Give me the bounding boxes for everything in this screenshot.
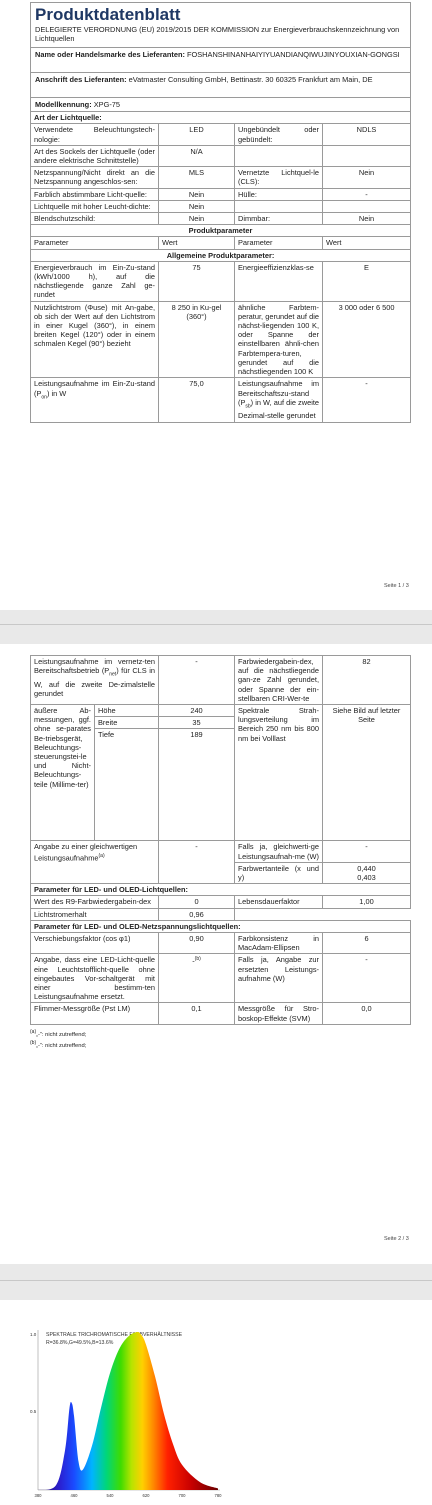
supplier-value: FOSHANSHINANHAIYIYUANDIANQIWUJINYOUXIAN-GONGSI (186, 49, 400, 59)
row-value: N/A (159, 145, 235, 166)
table-row (31, 656, 411, 705)
dimension-name: Breite (95, 717, 159, 729)
color-consistency-value: 6 (323, 933, 411, 954)
replaced-power-label: Falls ja, Angabe zur ersetzten Leistungs-aufnahme (W) (235, 954, 323, 1003)
equivalent-power-if-yes-value: - (323, 841, 411, 862)
column-header-value: Wert (323, 237, 411, 249)
spectrum-chart (0, 1300, 432, 1500)
row-label (235, 145, 323, 166)
page-number-2: Seite 2 / 3 (384, 1236, 409, 1242)
lumen-maintenance-label: Lichtstromerhalt (31, 908, 159, 920)
table-row (31, 1003, 411, 1024)
color-temperature-label: ähnliche Farbtem-peratur, gerundet auf die nächst-liegenden 100 K, oder Spanne der einstellbaren ähnli-chen Farbtempera-turen, gerundet auf die nächstliegenden 100 K (235, 301, 323, 378)
table-row (31, 188, 411, 200)
table-row (31, 167, 411, 188)
chromaticity-value: 0,440 0,403 (323, 862, 411, 883)
stroboscopic-metric-label: Messgröße für Stro-boskop-Effekte (SVM) (235, 1003, 323, 1024)
page-separator (0, 610, 432, 644)
table-row (31, 896, 411, 908)
row-value: Nein (159, 213, 235, 225)
networked-standby-label: Leistungsaufnahme im vernetz-ten Bereitschaftsbetrieb $(P_{net})$ für CLS in W, auf die zweite De-zimalstelle gerundet (31, 656, 159, 705)
row-value (323, 200, 411, 212)
datasheet-table-page-1 (30, 2, 411, 423)
column-header-value: Wert (159, 237, 235, 249)
x-tick-label: 460 (70, 1493, 78, 1498)
stroboscopic-metric-value: 0,0 (323, 1003, 411, 1024)
regulation-text: DELEGIERTE VERORDNUNG (EU) 2019/2015 DER KOMMISSION zur Energieverbrauchskennzeichnung von Lichtquellen (35, 25, 400, 44)
footnote-b: (b)„-“: nicht zutreffend; (30, 1039, 87, 1049)
address-value: eVatmaster Consulting GmbH, Bettinastr. 30 60325 Frankfurt am Main, DE (128, 74, 373, 84)
x-tick-label: 700 (178, 1493, 186, 1498)
row-label: Vernetzte Lichtquel-le (CLS): (235, 167, 323, 188)
footnote-a: (a)„-“: nicht zutreffend; (30, 1028, 87, 1038)
model-label: Modellkennung: (35, 99, 92, 109)
page-number-1: Seite 1 / 3 (384, 583, 409, 589)
supplier-label: Name oder Handelsmarke des Lieferanten: (35, 49, 185, 59)
table-row (31, 145, 411, 166)
flicker-metric-value: 0,1 (159, 1003, 235, 1024)
energy-class-label: Energieeffizienzklas-se (235, 261, 323, 301)
spectral-distribution-value: Siehe Bild auf letzter Seite (323, 705, 411, 841)
page-title: Produktdatenblatt (35, 5, 181, 24)
dimension-value: 35 (159, 717, 235, 729)
led-parameters-header: Parameter für LED- und OLED-Lichtquellen: (31, 884, 411, 896)
row-label: Hülle: (235, 188, 323, 200)
page-3 (0, 1300, 432, 1500)
spectrum-area (38, 1332, 218, 1490)
chart-subtitle: R=36.8%,G=49.5%,B=13.6% (46, 1340, 114, 1346)
row-value: Nein (159, 200, 235, 212)
table-row (31, 213, 411, 225)
flicker-metric-label: Flimmer-Messgröße (Pst LM) (31, 1003, 159, 1024)
luminous-flux-label: Nutzlichtstrom (Φuse) mit An-gabe, ob sich der Wert auf den Lichtstrom in einer Kugel (360°), in einem breiten Kegel (120°) oder in einem schmalen Kegel (90°) bezieht (31, 301, 159, 378)
row-value: Nein (323, 213, 411, 225)
x-tick-labels (35, 1493, 223, 1498)
dimensions-label: äußere Ab-messungen, ggf. ohne se-parates Be-triebsgerät, Beleuchtungs-steuerungstei-le und Nicht-Beleuchtungs-teile (Millime-ter) (31, 705, 95, 841)
row-label: Blendschutzschild: (31, 213, 159, 225)
row-value: MLS (159, 167, 235, 188)
light-source-type-header: Art der Lichtquelle: (31, 112, 411, 124)
page-1 (30, 2, 410, 423)
mains-led-parameters-header: Parameter für LED- und OLED-Netzspannungslichtquellen: (31, 920, 411, 932)
table-row (31, 908, 411, 920)
luminous-flux-value: 8 250 in Ku-gel (360°) (159, 301, 235, 378)
row-label: Farblich abstimmbare Licht-quelle: (31, 188, 159, 200)
replacement-claim-value: -$^{(b)}$ (159, 954, 235, 1003)
color-consistency-label: Farbkonsistenz in MacAdam-Ellipsen (235, 933, 323, 954)
networked-standby-value: - (159, 656, 235, 705)
replaced-power-value: - (323, 954, 411, 1003)
table-row (31, 954, 411, 1003)
row-value: NDLS (323, 124, 411, 145)
page-2 (30, 655, 410, 1050)
displacement-factor-label: Verschiebungsfaktor (cos φ1) (31, 933, 159, 954)
energy-consumption-value: 75 (159, 261, 235, 301)
dimension-name: Höhe (95, 705, 159, 717)
displacement-factor-value: 0,90 (159, 933, 235, 954)
row-label: Verwendete Beleuchtungstech-nologie: (31, 124, 159, 145)
table-row (31, 200, 411, 212)
row-value (323, 145, 411, 166)
row-value: Nein (159, 188, 235, 200)
energy-consumption-label: Energieverbrauch im Ein-Zu-stand (kWh/1000 h), auf die nächstliegende ganze Zahl ge-rundet (31, 261, 159, 301)
product-parameters-header: Produktparameter (31, 225, 411, 237)
column-header-parameter: Parameter (235, 237, 323, 249)
row-value: - (323, 188, 411, 200)
r9-value: 0 (159, 896, 235, 908)
color-temperature-value: 3 000 oder 6 500 (323, 301, 411, 378)
model-value: XPG-75 (93, 99, 121, 109)
chart-title: SPEKTRALE TRICHROMATISCHE FARBVERHÄLTNISSE (46, 1332, 183, 1338)
x-tick-label: 540 (106, 1493, 114, 1498)
dimension-name: Tiefe (95, 729, 159, 841)
general-parameters-header: Allgemeine Produktparameter: (31, 249, 411, 261)
dimension-value: 240 (159, 705, 235, 717)
x-tick-label: 780 (214, 1493, 222, 1498)
table-row (31, 933, 411, 954)
table-row (31, 841, 411, 862)
lumen-maintenance-value: 0,96 (159, 908, 235, 920)
address-label: Anschrift des Lieferanten: (35, 74, 127, 84)
row-label: Art des Sockels der Lichtquelle (oder andere elektrische Schnittstelle) (31, 145, 159, 166)
dimension-value: 189 (159, 729, 235, 841)
row-label: Dimmbar: (235, 213, 323, 225)
row-label: Ungebündelt oder gebündelt: (235, 124, 323, 145)
table-row (31, 261, 411, 301)
survival-factor-label: Lebensdauerfaktor (235, 896, 323, 908)
cri-label: Farbwiedergabein-dex, auf die nächstliegende gan-ze Zahl gerundet, oder Spanne der ein-stellbaren CRI-Wer-te (235, 656, 323, 705)
x-tick-label: 620 (142, 1493, 150, 1498)
page-separator (0, 1264, 432, 1300)
table-row (31, 378, 411, 422)
column-header-parameter: Parameter (31, 237, 159, 249)
standby-power-label: Leistungsaufnahme im Bereitschaftszu-stand $(P_{sb})$ in W, auf die zweite Dezimal-stelle gerundet (235, 378, 323, 422)
y-tick-label: 1.0 (30, 1332, 37, 1337)
standby-power-value: - (323, 378, 411, 422)
table-row (31, 705, 411, 717)
datasheet-table-page-2 (30, 655, 411, 1025)
equivalent-power-if-yes-label: Falls ja, gleichwerti-ge Leistungsaufnah-me (W) (235, 841, 323, 862)
replacement-claim-label: Angabe, dass eine LED-Licht-quelle eine Leuchtstofflicht-quelle ohne eingebautes Vor-schaltgerät mit einer bestimm-ten Leistungsaufnahme ersetzt. (31, 954, 159, 1003)
table-row (31, 301, 411, 378)
row-value: Nein (323, 167, 411, 188)
row-label (235, 200, 323, 212)
on-mode-power-label: Leistungsaufnahme im Ein-Zu-stand $(P_{on})$ in W (31, 378, 159, 422)
equivalent-power-value: - (159, 841, 235, 884)
spectral-distribution-label: Spektrale Strah-lungsverteilung im Bereich 250 nm bis 800 nm bei Volllast (235, 705, 323, 841)
x-tick-label: 380 (34, 1493, 42, 1498)
energy-class-value: E (323, 261, 411, 301)
row-label: Netzspannung/Nicht direkt an die Netzspannung angeschlos-sen: (31, 167, 159, 188)
survival-factor-value: 1,00 (323, 896, 411, 908)
y-tick-label: 0.5 (30, 1409, 37, 1414)
equivalent-power-label: Angabe zu einer gleichwertigen Leistungsaufnahme$^{(a)}$ (31, 841, 159, 884)
cri-value: 82 (323, 656, 411, 705)
chromaticity-label: Farbwertanteile (x und y) (235, 862, 323, 883)
row-value: LED (159, 124, 235, 145)
row-label: Lichtquelle mit hoher Leucht-dichte: (31, 200, 159, 212)
table-row (31, 124, 411, 145)
on-mode-power-value: 75,0 (159, 378, 235, 422)
r9-label: Wert des R9-Farbwiedergabein-dex (31, 896, 159, 908)
